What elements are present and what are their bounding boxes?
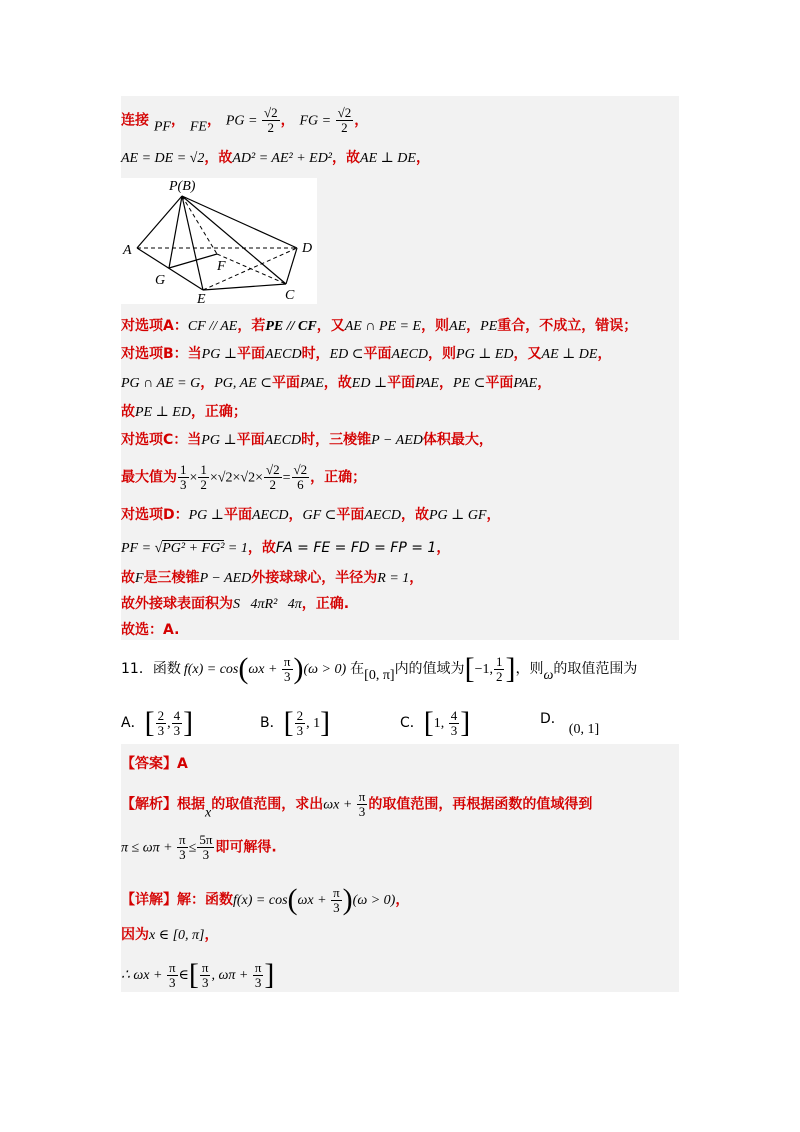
pyramid-diagram xyxy=(121,178,317,304)
option-d-center: 故F是三棱锥P − AED外接球球心，半径为R = 1， xyxy=(121,570,424,586)
option-b[interactable]: B．[ $\frac{2}{3}$ , 1] xyxy=(260,706,331,739)
math: FE xyxy=(189,119,207,135)
label-d: D xyxy=(302,241,313,256)
fraction: $\frac{√2}{2}$ xyxy=(263,105,278,135)
analysis-line-1: 【解析】根据x的取值范围，求出ωx + $\frac{\pi}{3}$ 的取值范围，再根据函数的值域得到 xyxy=(121,789,593,821)
option-c-max-value: 最大值为 $\frac{1}{3}$ × $\frac{1}{2}$ ×√2×√2× $\frac{√2}{2}$ = $\frac{√2}{6}$ ，正确； xyxy=(121,462,367,492)
option-c[interactable]: C．[1, $\frac{4}{3}$ ] xyxy=(400,706,471,739)
label-p: P(B) xyxy=(169,179,196,194)
analysis-line-2: π ≤ ωπ + $\frac{\pi}{3}$ ≤ $\frac{5\pi}{3}$ 即可解得. xyxy=(121,832,277,862)
option-c-analysis: 对选项C：当PG ⊥平面AECD时，三棱锥P − AED体积最大， xyxy=(121,432,493,448)
option-b-analysis: 对选项B：当PG ⊥平面AECD时，ED ⊂平面AECD，则PG ⊥ ED，又AE ⊥ DE， xyxy=(121,346,612,362)
math: PF xyxy=(153,119,171,135)
detail-line-1: 【详解】解：函数f(x) = cos(ωx + $\frac{\pi}{3}$ )(ω > 0)， xyxy=(121,883,410,916)
answer-tag: 【答案】A xyxy=(121,756,188,772)
fraction: $\frac{1}{2}$ xyxy=(200,462,207,492)
detail-line-2: 因为x ∈ [0, π]， xyxy=(121,927,219,943)
final-choice: 故选：A. xyxy=(121,622,180,638)
answer-panel xyxy=(121,744,679,992)
label-a: A xyxy=(123,243,132,258)
math: AE ⊥ DE xyxy=(360,151,416,166)
math: FG = xyxy=(299,113,335,129)
option-d-area: 故外接球表面积为S 4πR² 4π，正确. xyxy=(121,596,350,612)
option-d[interactable]: D．(0, 1] xyxy=(540,711,600,737)
question-11: 11．函数 f(x) = cos(ωx + $\frac{\pi}{3}$ )(ω > 0) 在[0, π]内的值域为[−1, $\frac{1}{2}$ ]，则ω的取值范围为 xyxy=(121,652,638,685)
math: AD² = AE² + ED² xyxy=(232,151,333,166)
text: ，故 xyxy=(204,150,233,166)
option-b-conclusion: 故PE ⊥ ED，正确； xyxy=(121,404,247,420)
text: 连接 xyxy=(121,112,149,129)
detail-line-3: ∴ ωx + $\frac{\pi}{3}$ ∈[ $\frac{\pi}{3}$ , ωπ + $\frac{\pi}{3}$ ] xyxy=(121,958,275,991)
text: ， xyxy=(415,150,430,166)
option-d-analysis: 对选项D：PG ⊥平面AECD，GF ⊂平面AECD，故PG ⊥ GF， xyxy=(121,507,501,523)
fraction: $\frac{1}{3}$ xyxy=(180,462,187,492)
math: AE = DE = √2 xyxy=(121,151,205,166)
solution-line-2 xyxy=(121,148,430,169)
label-f: F xyxy=(217,259,226,274)
option-a[interactable]: A．[ $\frac{2}{3}$ , $\frac{4}{3}$ ] xyxy=(121,706,194,739)
fraction: $\frac{√2}{2}$ xyxy=(337,105,352,135)
fraction: $\frac{√2}{6}$ xyxy=(293,462,308,492)
option-b-analysis-2: PG ∩ AE = G，PG, AE ⊂平面PAE，故ED ⊥平面PAE，PE ⊂平面PAE， xyxy=(121,375,552,391)
fraction: $\frac{√2}{2}$ xyxy=(265,462,280,492)
label-c: C xyxy=(285,288,295,303)
label-e: E xyxy=(197,292,206,304)
solution-line-1: 连接 PF， FE， PG = $\frac{√2}{2}$ ， FG = $\frac{√2}{2}$ ， xyxy=(121,105,369,135)
text: ，故 xyxy=(332,150,361,166)
option-a-analysis: 对选项A：CF // AE，若PE // CF，又AE ∩ PE = E，则AE，PE重合，不成立，错误； xyxy=(121,318,638,334)
math: PG = xyxy=(225,113,261,129)
option-d-pf: PF = √PG² + FG² = 1，故FA = FE = FD = FP = 1， xyxy=(121,540,451,556)
label-g: G xyxy=(155,273,166,288)
pyramid-figure xyxy=(121,178,317,304)
